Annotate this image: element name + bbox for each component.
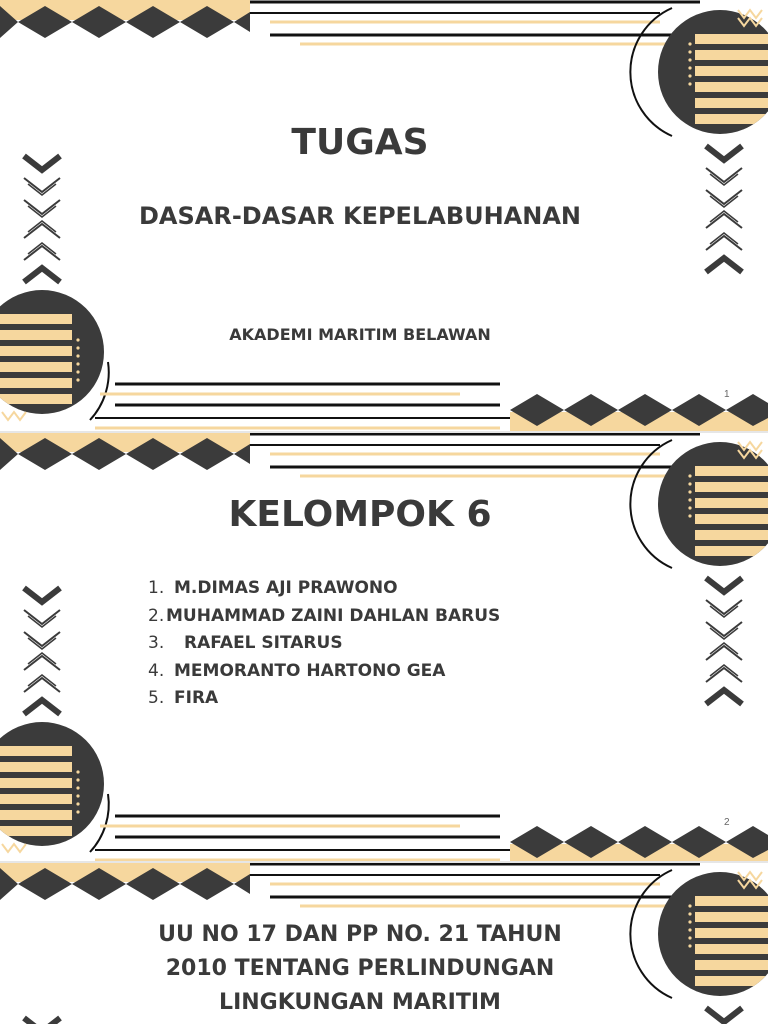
- slide-2[interactable]: [0, 432, 768, 864]
- page-number: 2: [724, 817, 730, 828]
- slide-title-line: LINGKUNGAN MARITIM: [219, 990, 501, 1015]
- institution-name: AKADEMI MARITIM BELAWAN: [229, 325, 491, 344]
- slide-subtitle: DASAR-DASAR KEPELABUHANAN: [138, 202, 582, 230]
- slide-3[interactable]: [0, 862, 768, 1024]
- list-item: 3. RAFAEL SITARUS: [148, 633, 343, 653]
- list-item: 2. MUHAMMAD ZAINI DAHLAN BARUS: [148, 605, 501, 626]
- slide-title: KELOMPOK 6: [228, 494, 492, 535]
- slide-title-line: UU NO 17 DAN PP NO. 21 TAHUN: [158, 922, 562, 947]
- slide-divider: [0, 861, 768, 863]
- list-item: 1. M.DIMAS AJI PRAWONO: [148, 578, 398, 598]
- slide-title: TUGAS: [291, 122, 429, 163]
- slide-1[interactable]: [0, 0, 768, 432]
- slide-title-line: 2010 TENTANG PERLINDUNGAN: [165, 956, 555, 981]
- slide-divider: [0, 431, 768, 433]
- member-list: [148, 578, 500, 716]
- list-item: 5. FIRA: [148, 688, 219, 708]
- page-number: 1: [724, 389, 730, 400]
- list-item: 4. MEMORANTO HARTONO GEA: [148, 660, 446, 681]
